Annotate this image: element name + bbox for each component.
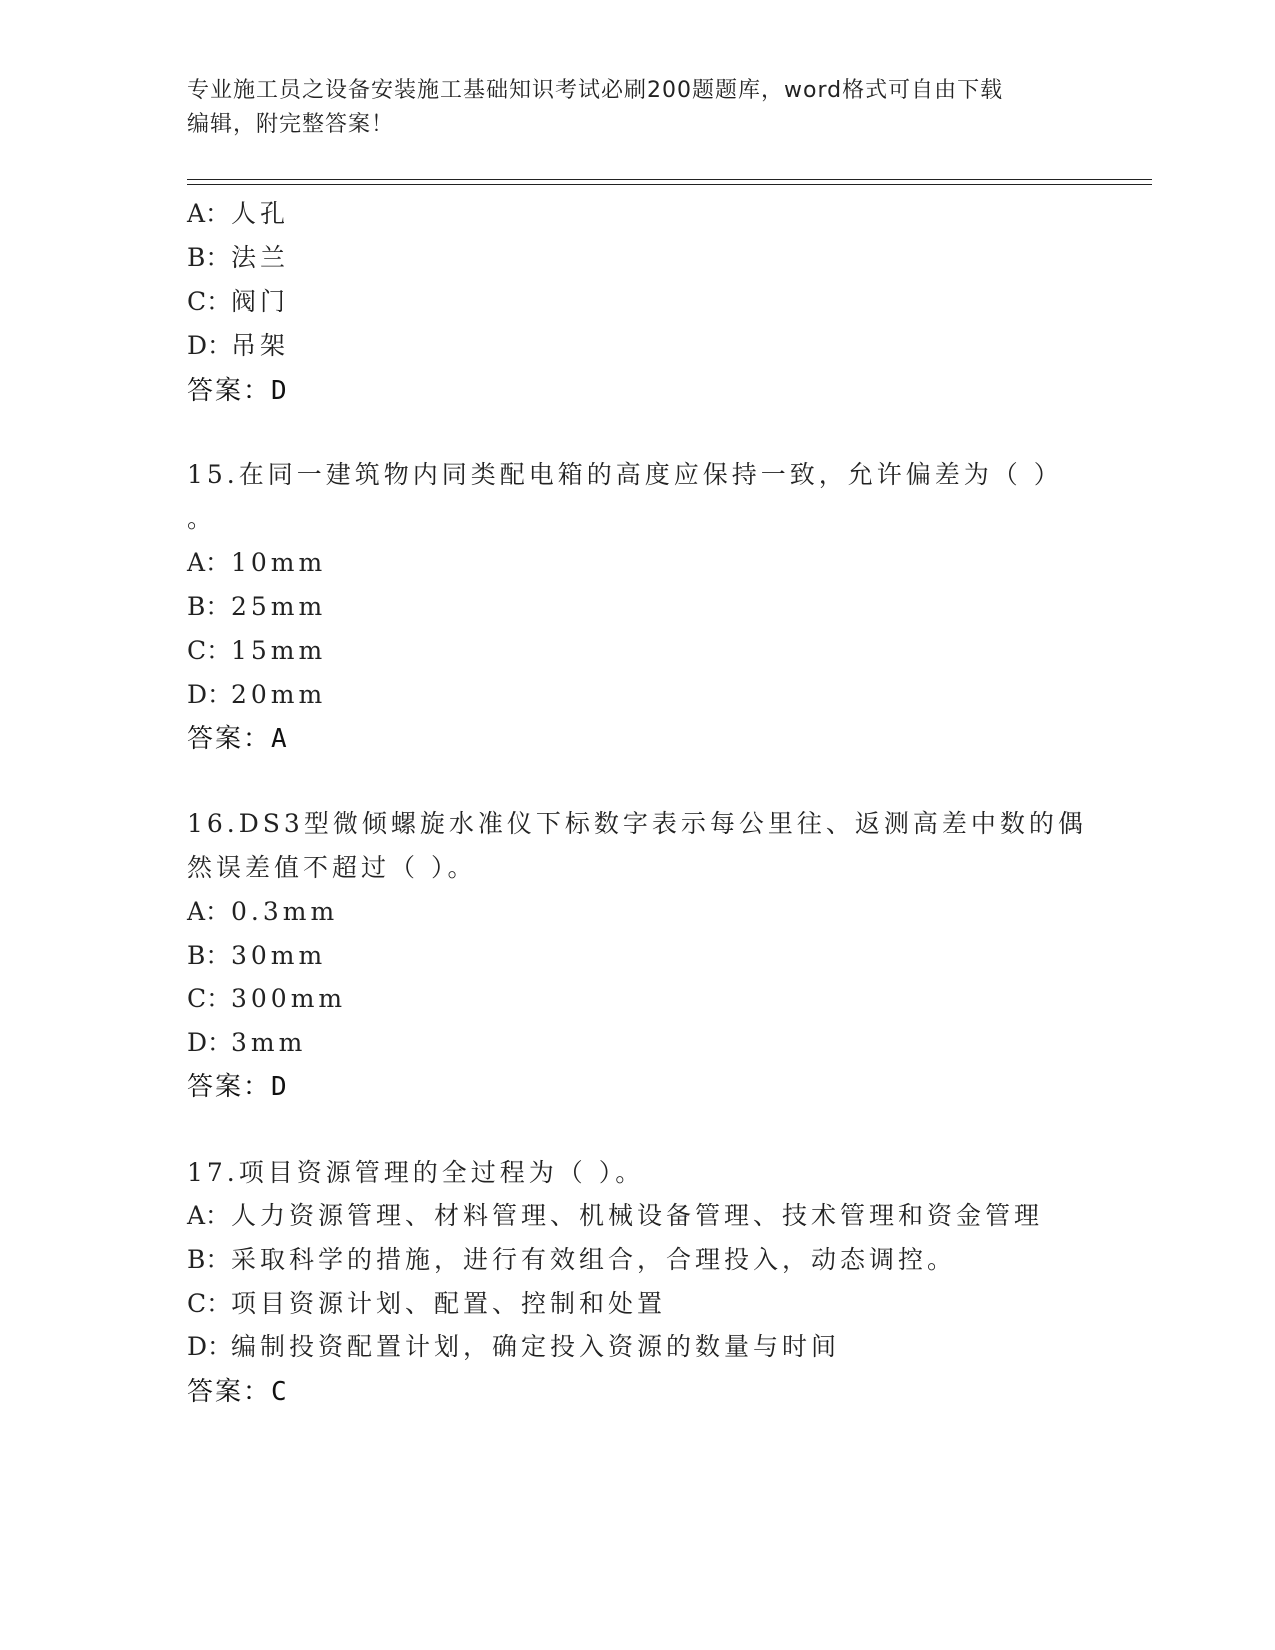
q16-option-a [187, 892, 338, 928]
answer-value: D [271, 376, 289, 406]
q15-option-b [187, 587, 326, 623]
q17-option-b [187, 1240, 956, 1276]
option-text: 25mm [231, 592, 327, 621]
option-key: C： [187, 287, 232, 316]
q15-option-c [187, 631, 326, 667]
option-key: D： [187, 1332, 233, 1361]
option-key: D： [187, 331, 233, 360]
option-key: A： [187, 1201, 231, 1230]
q17-stem-line-1: 17.项目资源管理的全过程为（ ）。 [187, 1158, 645, 1187]
option-text: 20mm [231, 680, 327, 709]
q15-stem-line-1: 15.在同一建筑物内同类配电箱的高度应保持一致，允许偏差为（ ） [187, 460, 1063, 489]
q16-stem-line-1: 16.DS3型微倾螺旋水准仪下标数字表示每公里往、返测高差中数的偶 [187, 809, 1087, 838]
option-text: 15mm [231, 636, 327, 665]
option-text: 项目资源计划、配置、控制和处置 [231, 1289, 667, 1318]
option-key: A： [187, 199, 231, 228]
option-key: B： [187, 592, 231, 621]
answer-label: 答案： [187, 376, 272, 406]
option-key: B： [187, 243, 231, 272]
option-key: D： [187, 680, 233, 709]
answer-label: 答案： [187, 1072, 272, 1102]
option-text: 法兰 [231, 243, 290, 272]
q16-answer [187, 1066, 289, 1103]
q14-answer [187, 370, 289, 407]
q14-option-d [187, 326, 289, 362]
option-key: B： [187, 1245, 231, 1274]
option-key: B： [187, 941, 231, 970]
option-text: 10mm [231, 548, 327, 577]
answer-value: A [271, 724, 289, 754]
header-line-2: 编辑，附完整答案！ [187, 112, 395, 137]
option-key: C： [187, 984, 232, 1013]
q17-option-a [187, 1196, 1043, 1232]
q15-stem-line-2: 。 [187, 504, 217, 533]
q14-option-b [187, 238, 289, 274]
option-text: 人力资源管理、材料管理、机械设备管理、技术管理和资金管理 [231, 1201, 1044, 1230]
q16-stem-line-2: 然误差值不超过（ ）。 [187, 853, 477, 882]
answer-label: 答案： [187, 724, 272, 754]
option-key: A： [187, 897, 231, 926]
option-text: 阀门 [231, 287, 290, 316]
answer-label: 答案： [187, 1377, 272, 1407]
q15-answer [187, 718, 289, 755]
option-text: 编制投资配置计划，确定投入资源的数量与时间 [231, 1332, 841, 1361]
option-text: 300mm [231, 984, 347, 1013]
document-header [187, 74, 1087, 142]
q17-option-c [187, 1284, 666, 1320]
q14-option-a [187, 194, 289, 230]
option-text: 0.3mm [231, 897, 339, 926]
header-line-1: 专业施工员之设备安装施工基础知识考试必刷200题题库，word格式可自由下载 [187, 78, 1004, 103]
option-key: C： [187, 1289, 232, 1318]
option-text: 30mm [231, 941, 327, 970]
answer-value: C [271, 1377, 289, 1407]
option-key: C： [187, 636, 232, 665]
answer-value: D [271, 1072, 289, 1102]
option-text: 人孔 [231, 199, 290, 228]
option-text: 吊架 [231, 331, 290, 360]
header-divider-bottom [187, 184, 1152, 185]
q16-option-d [187, 1023, 306, 1059]
q15-option-a [187, 543, 326, 579]
q17-answer [187, 1371, 289, 1408]
option-text: 采取科学的措施，进行有效组合，合理投入，动态调控。 [231, 1245, 957, 1274]
q17-option-d [187, 1327, 840, 1363]
q16-option-b [187, 936, 326, 972]
q15-option-d [187, 675, 326, 711]
q16-option-c [187, 979, 346, 1015]
header-divider-top [187, 179, 1152, 180]
option-text: 3mm [231, 1028, 307, 1057]
option-key: A： [187, 548, 231, 577]
option-key: D： [187, 1028, 233, 1057]
q14-option-c [187, 282, 289, 318]
